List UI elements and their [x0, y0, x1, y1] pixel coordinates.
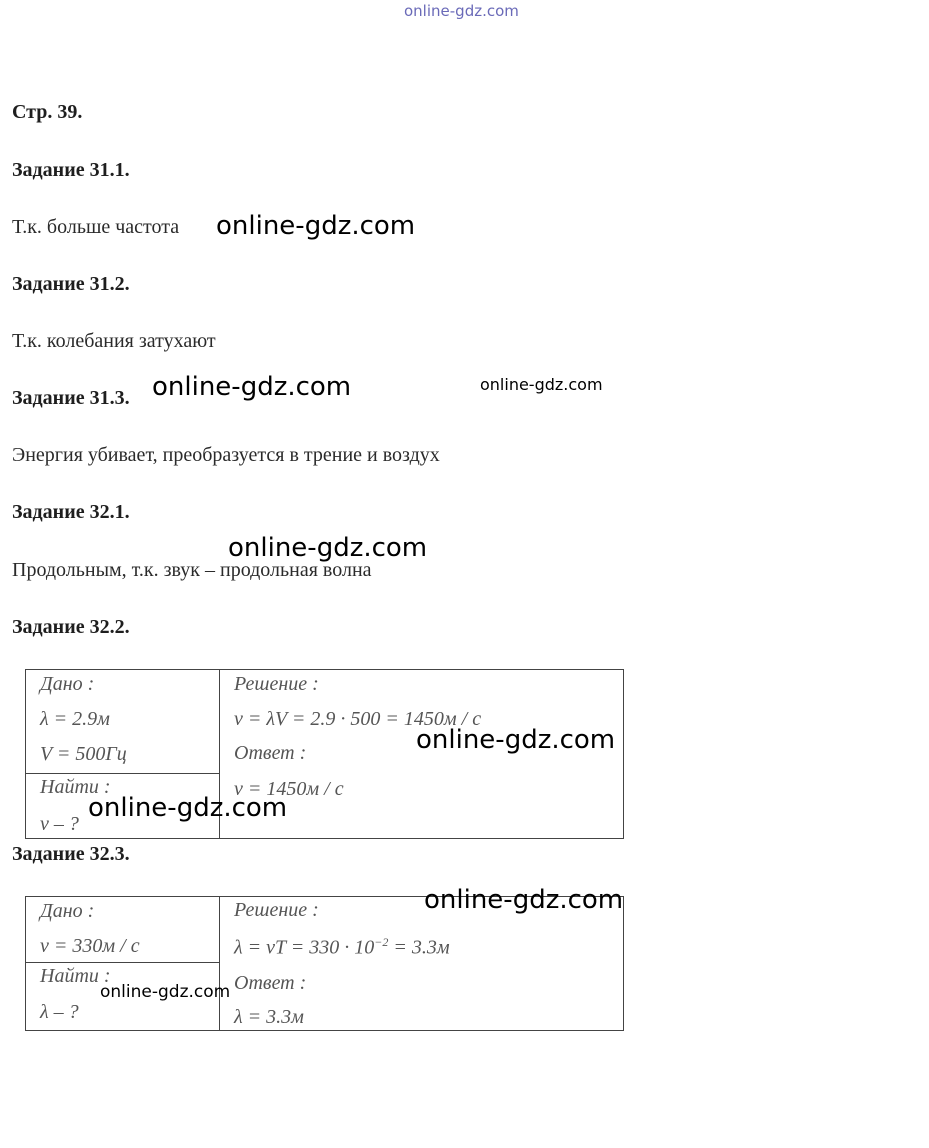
- task-32-3-heading: Задание 32.3.: [12, 843, 130, 865]
- watermark: online-gdz.com: [152, 372, 352, 402]
- answer-value: v = 1450м / с: [234, 778, 344, 800]
- task-31-2-heading: Задание 31.2.: [12, 273, 130, 295]
- task-31-2-answer: Т.к. колебания затухают: [12, 330, 216, 352]
- find-value: v – ?: [40, 813, 79, 835]
- solution-formula-main: λ = vT = 330 · 10: [234, 936, 375, 959]
- find-label: Найти :: [40, 776, 111, 798]
- watermark: online-gdz.com: [228, 533, 428, 563]
- answer-value: λ = 3.3м: [234, 1006, 304, 1028]
- task-31-3-heading: Задание 31.3.: [12, 387, 130, 409]
- given-value: V = 500Гц: [40, 743, 127, 765]
- site-watermark-top: online-gdz.com: [404, 2, 519, 20]
- solution-table-32-3: [25, 896, 624, 1031]
- watermark: online-gdz.com: [424, 885, 624, 915]
- task-31-3-answer: Энергия убивает, преобразуется в трение и воздух: [12, 444, 440, 466]
- watermark: online-gdz.com: [100, 982, 231, 1002]
- table-divider: [26, 962, 219, 963]
- table-divider: [219, 897, 220, 1030]
- given-value: v = 330м / с: [40, 935, 140, 957]
- find-value: λ – ?: [40, 1001, 79, 1023]
- watermark: online-gdz.com: [416, 725, 616, 755]
- solution-formula-exponent: −2: [374, 935, 389, 949]
- task-32-1-heading: Задание 32.1.: [12, 501, 130, 523]
- solution-formula: v = λV = 2.9 · 500 = 1450м / с: [234, 708, 482, 730]
- page-label: Стр. 39.: [12, 101, 83, 123]
- solution-formula-tail: = 3.3м: [388, 936, 450, 959]
- task-31-1-answer: Т.к. больше частота: [12, 216, 180, 238]
- given-label: Дано :: [40, 673, 95, 695]
- solution-formula: [234, 935, 450, 960]
- task-31-1-heading: Задание 31.1.: [12, 159, 130, 181]
- watermark: online-gdz.com: [216, 211, 416, 241]
- solution-label: Решение :: [234, 673, 319, 695]
- given-value: λ = 2.9м: [40, 708, 110, 730]
- table-divider: [26, 773, 219, 774]
- watermark: online-gdz.com: [480, 375, 603, 394]
- task-32-1-answer: Продольным, т.к. звук – продольная волна: [12, 559, 372, 581]
- answer-label: Ответ :: [234, 972, 307, 994]
- given-label: Дано :: [40, 900, 95, 922]
- task-32-2-heading: Задание 32.2.: [12, 616, 130, 638]
- watermark: online-gdz.com: [88, 793, 288, 823]
- answer-label: Ответ :: [234, 742, 307, 764]
- find-label: Найти :: [40, 965, 111, 987]
- solution-label: Решение :: [234, 899, 319, 921]
